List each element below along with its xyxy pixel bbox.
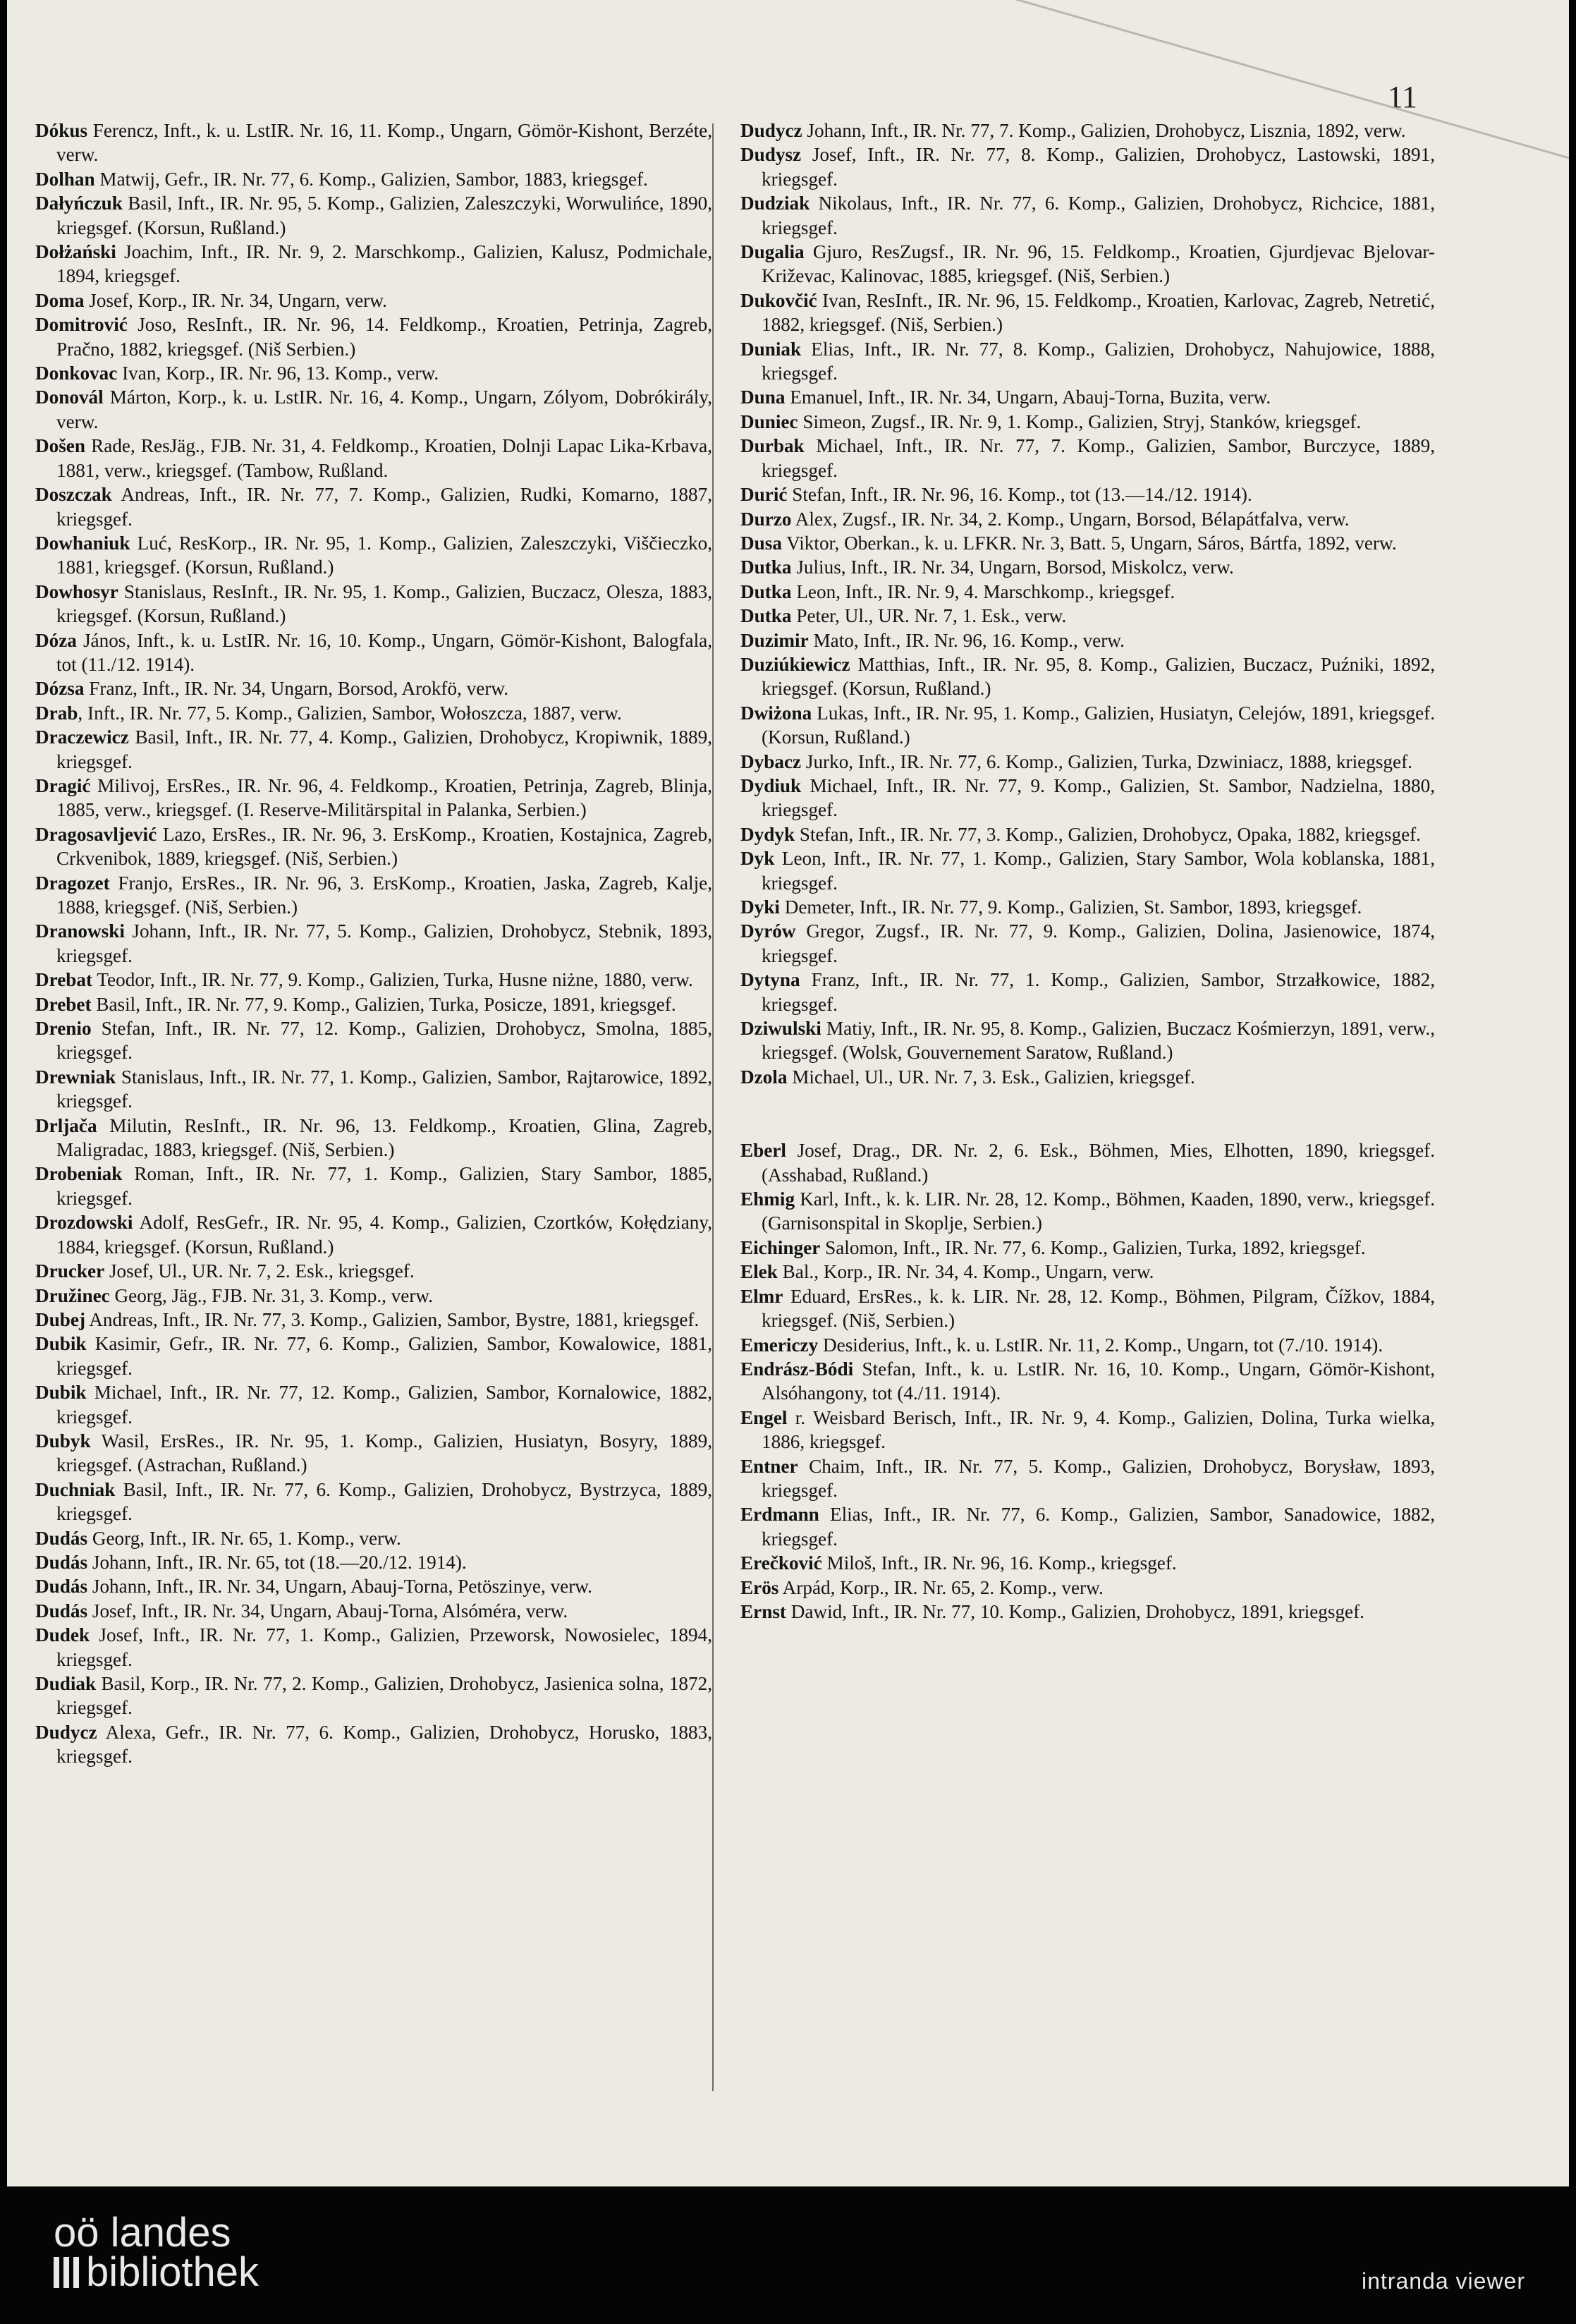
list-entry — [35, 1574, 712, 1598]
entry-details: Julius, Inft., IR. Nr. 34, Ungarn, Borsod, Miskolcz, verw. — [791, 556, 1234, 578]
entry-surname: Došen — [35, 435, 85, 457]
list-entry — [35, 1162, 712, 1210]
entry-surname: Dugalia — [740, 241, 805, 263]
list-entry — [740, 1502, 1435, 1551]
entry-surname: Dubyk — [35, 1430, 91, 1452]
entry-details: Josef, Korp., IR. Nr. 34, Ungarn, verw. — [84, 289, 387, 311]
entry-details: Desiderius, Inft., k. u. LstIR. Nr. 11, 2. Komp., Ungarn, tot (7./10. 1914). — [818, 1334, 1383, 1356]
entry-surname: Duna — [740, 387, 786, 408]
entry-details: Joachim, Inft., IR. Nr. 9, 2. Marschkomp., Galizien, Kalusz, Podmichale, 1894, kriegsgef. — [56, 241, 712, 287]
entry-surname: Drljača — [35, 1114, 97, 1136]
entry-surname: Dudás — [35, 1576, 88, 1598]
entry-surname: Eberl — [740, 1140, 786, 1162]
list-entry — [35, 385, 712, 434]
entry-details: Josef, Ul., UR. Nr. 7, 2. Esk., kriegsgef. — [104, 1260, 415, 1282]
entry-surname: Elmr — [740, 1285, 783, 1307]
entry-details: Matthias, Inft., IR. Nr. 95, 8. Komp., Galizien, Buczacz, Puźniki, 1892, kriegsgef. (Korsun, Rußland.) — [762, 653, 1435, 700]
list-entry — [740, 774, 1435, 822]
list-entry — [35, 1623, 712, 1672]
entry-surname: Domitrović — [35, 314, 128, 336]
entry-surname: Erdmann — [740, 1504, 819, 1526]
list-entry — [740, 1260, 1435, 1284]
entry-surname: Družinec — [35, 1284, 110, 1306]
page-number: 11 — [1387, 80, 1417, 114]
entry-surname: Entner — [740, 1455, 798, 1477]
entries-letter-d — [740, 118, 1435, 1089]
list-entry — [35, 167, 712, 191]
entry-surname: Erös — [740, 1576, 779, 1598]
entry-surname: Ehmig — [740, 1188, 795, 1210]
entry-details: Franz, Inft., IR. Nr. 34, Ungarn, Borsod, Arokfö, verw. — [84, 678, 509, 700]
entry-surname: Dudek — [35, 1624, 90, 1646]
entry-details: Ivan, Korp., IR. Nr. 96, 13. Komp., verw. — [117, 363, 439, 384]
entry-surname: Doma — [35, 289, 85, 311]
entry-details: Alex, Zugsf., IR. Nr. 34, 2. Komp., Ungarn, Borsod, Bélapátfalva, verw. — [791, 508, 1350, 530]
entry-surname: Dwiżona — [740, 702, 812, 724]
logo-line1: oö landes — [54, 2210, 231, 2256]
entry-surname: Eichinger — [740, 1236, 821, 1258]
entry-details: Basil, Korp., IR. Nr. 77, 2. Komp., Galizien, Drohobycz, Jasienica solna, 1872, kriegsgef. — [56, 1673, 712, 1719]
library-logo[interactable] — [54, 2210, 259, 2295]
list-entry — [740, 822, 1435, 846]
entry-details: Dawid, Inft., IR. Nr. 77, 10. Komp., Galizien, Drohobycz, 1891, kriegsgef. — [786, 1600, 1364, 1622]
entry-details: Franz, Inft., IR. Nr. 77, 1. Komp., Galizien, Sambor, Strzałkowice, 1882, kriegsgef. — [762, 969, 1435, 1015]
section-gap — [740, 1089, 1435, 1138]
entry-surname: Dutka — [740, 580, 792, 602]
entry-details: Johann, Inft., IR. Nr. 77, 7. Komp., Galizien, Drohobycz, Lisznia, 1892, verw. — [802, 120, 1406, 141]
list-entry — [740, 555, 1435, 579]
entry-surname: Dózsa — [35, 678, 85, 700]
entry-details: Leon, Inft., IR. Nr. 9, 4. Marschkomp., kriegsgef. — [791, 580, 1175, 602]
entry-surname: Dubej — [35, 1308, 85, 1330]
logo-bars-icon — [54, 2257, 79, 2288]
list-entry — [740, 191, 1435, 240]
right-column — [740, 118, 1435, 1624]
entry-details: Johann, Inft., IR. Nr. 34, Ungarn, Abauj-Torna, Petöszinye, verw. — [87, 1576, 592, 1598]
entry-surname: Dyk — [740, 848, 775, 870]
entry-details: Gregor, Zugsf., IR. Nr. 77, 9. Komp., Galizien, Dolina, Jasienowice, 1874, kriegsgef. — [762, 920, 1435, 966]
entry-details: Chaim, Inft., IR. Nr. 77, 5. Komp., Galizien, Drohobycz, Borysław, 1893, kriegsgef. — [762, 1455, 1435, 1501]
entry-surname: Dudiak — [35, 1673, 97, 1694]
list-entry — [35, 1599, 712, 1623]
list-entry — [35, 531, 712, 580]
list-entry — [740, 410, 1435, 434]
entry-surname: Dydiuk — [740, 774, 802, 796]
entry-surname: Dytyna — [740, 969, 800, 991]
entry-surname: Erečković — [740, 1552, 822, 1574]
column-divider — [712, 123, 714, 2091]
entry-surname: Elek — [740, 1261, 778, 1283]
entry-details: Matwij, Gefr., IR. Nr. 77, 6. Komp., Galizien, Sambor, 1883, kriegsgef. — [94, 168, 648, 190]
list-entry — [35, 191, 712, 240]
list-entry — [740, 580, 1435, 604]
entry-details: Basil, Inft., IR. Nr. 95, 5. Komp., Galizien, Zaleszczyki, Worwulińce, 1890, kriegsgef. (Korsun, Rußland.) — [56, 193, 712, 238]
entry-surname: Duchniak — [35, 1478, 116, 1500]
list-entry — [740, 628, 1435, 652]
entry-surname: Dowhosyr — [35, 580, 118, 602]
list-entry — [740, 968, 1435, 1016]
list-entry — [35, 1332, 712, 1380]
entry-surname: Dudás — [35, 1527, 88, 1549]
list-entry — [740, 507, 1435, 531]
entry-surname: Drebet — [35, 993, 92, 1015]
list-entry — [740, 118, 1435, 142]
list-entry — [35, 1478, 712, 1526]
entry-details: Peter, Ul., UR. Nr. 7, 1. Esk., verw. — [791, 605, 1067, 627]
entry-surname: Dutka — [740, 605, 792, 627]
entry-details: Andreas, Inft., IR. Nr. 77, 3. Komp., Galizien, Sambor, Bystre, 1881, kriegsgef. — [85, 1308, 700, 1330]
entry-details: Stanislaus, ResInft., IR. Nr. 95, 1. Komp., Galizien, Buczacz, Olesza, 1883, kriegsgef. (Korsun, Rußland.) — [56, 580, 712, 627]
entry-surname: Dyki — [740, 896, 780, 918]
list-entry — [740, 1187, 1435, 1236]
list-entry — [35, 676, 712, 700]
entry-details: Arpád, Korp., IR. Nr. 65, 2. Komp., verw. — [778, 1576, 1104, 1598]
entry-details: Salomon, Inft., IR. Nr. 77, 6. Komp., Galizien, Turka, 1892, kriegsgef. — [820, 1236, 1366, 1258]
entry-surname: Doszczak — [35, 484, 112, 506]
list-entry — [35, 1065, 712, 1114]
entry-details: Michael, Inft., IR. Nr. 77, 7. Komp., Galizien, Sambor, Burczyce, 1889, kriegsgef. — [762, 435, 1435, 481]
entry-surname: Dragozet — [35, 872, 110, 894]
entry-details: Viktor, Oberkan., k. u. LFKR. Nr. 3, Batt. 5, Ungarn, Sáros, Bártfa, 1892, verw. — [781, 532, 1397, 554]
entry-surname: Endrász-Bódi — [740, 1358, 854, 1380]
entry-details: Demeter, Inft., IR. Nr. 77, 9. Komp., Galizien, St. Sambor, 1893, kriegsgef. — [779, 896, 1362, 918]
entry-surname: Dyrów — [740, 920, 796, 942]
list-entry — [740, 240, 1435, 288]
list-entry — [35, 482, 712, 531]
list-entry — [35, 1550, 712, 1574]
left-column — [35, 118, 712, 1769]
list-entry — [35, 774, 712, 822]
entry-details: Rade, ResJäg., FJB. Nr. 31, 4. Feldkomp., Kroatien, Dolnji Lapac Lika-Krbava, 1881, verw., kriegsgef. (Tambow, Rußland. — [56, 435, 712, 481]
entry-details: Michael, Inft., IR. Nr. 77, 12. Komp., Galizien, Sambor, Kornalowice, 1882, kriegsgef. — [56, 1382, 712, 1428]
list-entry — [35, 1526, 712, 1550]
list-entry — [35, 312, 712, 361]
list-entry — [35, 1672, 712, 1720]
entry-details: Andreas, Inft., IR. Nr. 77, 7. Komp., Galizien, Rudki, Komarno, 1887, kriegsgef. — [56, 484, 712, 530]
entry-details: Stefan, Inft., IR. Nr. 96, 16. Komp., tot (13.—14./12. 1914). — [787, 484, 1252, 506]
entry-surname: Dragosavljević — [35, 823, 157, 845]
entry-details: Johann, Inft., IR. Nr. 77, 5. Komp., Galizien, Drohobycz, Stebnik, 1893, kriegsgef. — [56, 920, 712, 966]
list-entry — [740, 385, 1435, 409]
list-entry — [35, 1114, 712, 1162]
viewer-brand[interactable]: intranda viewer — [1362, 2268, 1525, 2294]
list-entry — [740, 434, 1435, 482]
entry-details: Eduard, ErsRes., k. k. LIR. Nr. 28, 12. Komp., Böhmen, Pilgram, Čížkov, 1884, kriegsgef. (Niš, Serbien.) — [762, 1285, 1435, 1332]
entry-surname: Dudziak — [740, 193, 810, 214]
entries-letter-e — [740, 1138, 1435, 1624]
list-entry — [35, 992, 712, 1016]
entry-surname: Durić — [740, 484, 788, 506]
list-entry — [740, 1357, 1435, 1406]
entry-details: Emanuel, Inft., IR. Nr. 34, Ungarn, Abauj-Torna, Buzita, verw. — [785, 387, 1271, 408]
entry-surname: Drewniak — [35, 1066, 116, 1088]
list-entry — [35, 968, 712, 992]
entry-details: Stefan, Inft., IR. Nr. 77, 12. Komp., Galizien, Drohobycz, Smolna, 1885, kriegsgef. — [56, 1018, 712, 1064]
entry-surname: Dranowski — [35, 920, 125, 942]
entry-details: Mato, Inft., IR. Nr. 96, 16. Komp., verw. — [808, 629, 1125, 651]
list-entry — [740, 482, 1435, 506]
entry-details: Wasil, ErsRes., IR. Nr. 95, 1. Komp., Galizien, Husiatyn, Bosyry, 1889, kriegsgef. (Astrachan, Rußland.) — [56, 1430, 712, 1476]
entry-details: Leon, Inft., IR. Nr. 77, 1. Komp., Galizien, Stary Sambor, Wola koblanska, 1881, kriegsgef. — [762, 848, 1435, 894]
entry-surname: Dzola — [740, 1066, 788, 1088]
entry-surname: Emericzy — [740, 1334, 819, 1356]
list-entry — [740, 337, 1435, 386]
entry-details: Roman, Inft., IR. Nr. 77, 1. Komp., Galizien, Stary Sambor, 1885, kriegsgef. — [56, 1163, 712, 1209]
entry-surname: Duziúkiewicz — [740, 653, 850, 675]
entry-details: Elias, Inft., IR. Nr. 77, 6. Komp., Galizien, Sambor, Sanadowice, 1882, kriegsgef. — [762, 1504, 1435, 1550]
entry-details: Ferencz, Inft., k. u. LstIR. Nr. 16, 11. Komp., Ungarn, Gömör-Kishont, Berzéte, verw. — [56, 120, 712, 166]
list-entry — [740, 895, 1435, 919]
entry-details: Kasimir, Gefr., IR. Nr. 77, 6. Komp., Galizien, Sambor, Kowalowice, 1881, kriegsgef. — [56, 1333, 712, 1379]
entry-details: Jurko, Inft., IR. Nr. 77, 6. Komp., Galizien, Turka, Dzwiniacz, 1888, kriegsgef. — [801, 750, 1412, 772]
entry-details: Josef, Inft., IR. Nr. 34, Ungarn, Abauj-Torna, Alsóméra, verw. — [87, 1600, 568, 1622]
entry-surname: Dudycz — [740, 120, 802, 141]
entry-surname: Donkovac — [35, 363, 118, 384]
list-entry — [740, 604, 1435, 628]
entry-surname: Dubik — [35, 1382, 87, 1404]
entry-surname: Dziwulski — [740, 1018, 821, 1040]
entry-surname: Duniak — [740, 338, 802, 360]
entry-details: Michael, Ul., UR. Nr. 7, 3. Esk., Galizien, kriegsgef. — [787, 1066, 1195, 1088]
entry-details: Lukas, Inft., IR. Nr. 95, 1. Komp., Galizien, Husiatyn, Celejów, 1891, kriegsgef. (Korsun, Rußland.) — [762, 702, 1435, 748]
list-entry — [35, 1016, 712, 1065]
list-entry — [740, 1236, 1435, 1260]
list-entry — [35, 822, 712, 871]
entry-details: Simeon, Zugsf., IR. Nr. 9, 1. Komp., Galizien, Stryj, Stanków, kriegsgef. — [798, 410, 1362, 432]
entry-surname: Dudás — [35, 1600, 88, 1622]
entry-surname: Dołżański — [35, 241, 116, 263]
logo-line2: bibliothek — [86, 2249, 259, 2295]
entry-surname: Engel — [740, 1406, 788, 1428]
list-entry — [740, 1016, 1435, 1065]
list-entry — [740, 1551, 1435, 1575]
list-entry — [740, 1454, 1435, 1503]
entry-surname: Draczewicz — [35, 726, 129, 748]
list-entry — [35, 701, 712, 725]
entry-details: Karl, Inft., k. k. LIR. Nr. 28, 12. Komp., Böhmen, Kaaden, 1890, verw., kriegsgef. (Garnisonspital in Skoplje, Serbien.) — [762, 1188, 1435, 1234]
entry-details: Basil, Inft., IR. Nr. 77, 4. Komp., Galizien, Drohobycz, Kropiwnik, 1889, kriegsgef. — [56, 726, 712, 772]
list-entry — [35, 1720, 712, 1769]
list-entry — [740, 288, 1435, 337]
entry-details: Joso, ResInft., IR. Nr. 96, 14. Feldkomp., Kroatien, Petrinja, Zagreb, Pračno, 1882, kriegsgef. (Niš Serbien.) — [56, 314, 712, 360]
list-entry — [35, 118, 712, 167]
list-entry — [740, 750, 1435, 774]
entry-surname: Drebat — [35, 969, 93, 991]
list-entry — [740, 1138, 1435, 1187]
entry-surname: Dragić — [35, 774, 91, 796]
list-entry — [740, 1406, 1435, 1454]
entry-details: Lazo, ErsRes., IR. Nr. 96, 3. ErsKomp., Kroatien, Kostajnica, Zagreb, Crkvenibok, 1889, kriegsgef. (Niš, Serbien.) — [56, 823, 712, 870]
list-entry — [740, 142, 1435, 191]
scanned-page — [7, 0, 1569, 2186]
entry-details: Michael, Inft., IR. Nr. 77, 9. Komp., Galizien, St. Sambor, Nadzielna, 1880, kriegsgef. — [762, 774, 1435, 821]
list-entry — [35, 361, 712, 385]
list-entry — [35, 1308, 712, 1332]
entry-details: Josef, Inft., IR. Nr. 77, 1. Komp., Galizien, Przeworsk, Nowosielec, 1894, kriegsgef. — [56, 1624, 712, 1670]
list-entry — [35, 919, 712, 968]
entry-details: Matiy, Inft., IR. Nr. 95, 8. Komp., Galizien, Buczacz Kośmierzyn, 1891, verw., kriegsgef. (Wolsk, Gouvernement Saratow, Rußland.) — [762, 1018, 1435, 1064]
list-entry — [35, 1380, 712, 1429]
entry-details: Ivan, ResInft., IR. Nr. 96, 15. Feldkomp., Kroatien, Karlovac, Zagreb, Netretić, 1882, kriegsgef. (Niš, Serbien.) — [762, 289, 1435, 336]
entry-details: Franjo, ErsRes., IR. Nr. 96, 3. ErsKomp., Kroatien, Jaska, Zagreb, Kalje, 1888, kriegsgef. (Niš, Serbien.) — [56, 872, 712, 918]
entry-surname: Drucker — [35, 1260, 105, 1282]
list-entry — [35, 288, 712, 312]
entry-surname: Dybacz — [740, 750, 802, 772]
list-entry — [35, 871, 712, 920]
list-entry — [35, 434, 712, 482]
entry-details: r. Weisbard Berisch, Inft., IR. Nr. 9, 4. Komp., Galizien, Dolina, Turka wielka, 1886, kriegsgef. — [762, 1406, 1435, 1453]
entry-surname: Dubik — [35, 1333, 87, 1355]
entry-surname: Dydyk — [740, 823, 795, 845]
list-entry — [35, 1284, 712, 1308]
entry-details: Elias, Inft., IR. Nr. 77, 8. Komp., Galizien, Drohobycz, Nahujowice, 1888, kriegsgef. — [762, 338, 1435, 384]
entry-details: Basil, Inft., IR. Nr. 77, 6. Komp., Galizien, Drohobycz, Bystrzyca, 1889, kriegsgef. — [56, 1478, 712, 1525]
list-entry — [35, 1210, 712, 1259]
entry-details: Johann, Inft., IR. Nr. 65, tot (18.—20./12. 1914). — [87, 1551, 467, 1573]
list-entry — [35, 240, 712, 288]
list-entry — [740, 1333, 1435, 1357]
entry-details: Bal., Korp., IR. Nr. 34, 4. Komp., Ungarn, verw. — [777, 1261, 1154, 1283]
list-entry — [740, 1284, 1435, 1333]
entry-details: Adolf, ResGefr., IR. Nr. 95, 4. Komp., Galizien, Czortków, Kołędziany, 1884, kriegsgef. (Korsun, Rußland.) — [56, 1212, 712, 1258]
entry-details: Stefan, Inft., k. u. LstIR. Nr. 16, 10. Komp., Ungarn, Gömör-Kishont, Alsóhangony, tot (4./11. 1914). — [762, 1358, 1435, 1404]
list-entry — [740, 919, 1435, 968]
entry-details: Miloš, Inft., IR. Nr. 96, 16. Komp., kriegsgef. — [821, 1552, 1177, 1574]
entry-details: , Inft., IR. Nr. 77, 5. Komp., Galizien, Sambor, Wołoszcza, 1887, verw. — [78, 702, 622, 724]
list-entry — [35, 1259, 712, 1283]
entry-details: Milutin, ResInft., IR. Nr. 96, 13. Feldkomp., Kroatien, Glina, Zagreb, Maligradac, 1883, kriegsgef. (Niš, Serbien.) — [56, 1114, 712, 1161]
entry-details: Alexa, Gefr., IR. Nr. 77, 6. Komp., Galizien, Drohobycz, Horusko, 1883, kriegsgef. — [56, 1721, 712, 1768]
entry-surname: Dowhaniuk — [35, 532, 130, 554]
list-entry — [740, 1065, 1435, 1089]
entry-surname: Dusa — [740, 532, 782, 554]
entry-details: Nikolaus, Inft., IR. Nr. 77, 6. Komp., Galizien, Drohobycz, Richcice, 1881, kriegsgef. — [762, 193, 1435, 238]
entry-details: Stanislaus, Inft., IR. Nr. 77, 1. Komp., Galizien, Sambor, Rajtarowice, 1892, kriegsgef. — [56, 1066, 712, 1112]
entry-surname: Durbak — [740, 435, 805, 457]
entry-surname: Drenio — [35, 1018, 92, 1040]
entry-surname: Duzimir — [740, 629, 809, 651]
entry-surname: Duniec — [740, 410, 798, 432]
entry-surname: Ernst — [740, 1600, 786, 1622]
entry-details: Luć, ResKorp., IR. Nr. 95, 1. Komp., Galizien, Zaleszczyki, Viščieczko, 1881, kriegsgef. (Korsun, Rußland.) — [56, 532, 712, 578]
list-entry — [740, 652, 1435, 701]
entry-details: Georg, Inft., IR. Nr. 65, 1. Komp., verw. — [87, 1527, 401, 1549]
entry-surname: Dudycz — [35, 1721, 97, 1743]
list-entry — [740, 1576, 1435, 1600]
entry-surname: Dókus — [35, 120, 88, 141]
entry-details: János, Inft., k. u. LstIR. Nr. 16, 10. Komp., Ungarn, Gömör-Kishont, Balogfala, tot (11./12. 1914). — [56, 629, 712, 675]
list-entry — [35, 725, 712, 774]
entry-surname: Drab — [35, 702, 78, 724]
list-entry — [35, 628, 712, 677]
entry-surname: Donovál — [35, 387, 104, 408]
entry-surname: Drobeniak — [35, 1163, 123, 1185]
entry-surname: Dukovčić — [740, 289, 817, 311]
list-entry — [740, 1600, 1435, 1624]
entry-surname: Dudysz — [740, 144, 802, 166]
entry-details: Georg, Jäg., FJB. Nr. 31, 3. Komp., verw. — [109, 1284, 434, 1306]
entry-surname: Durzo — [740, 508, 792, 530]
entry-surname: Drozdowski — [35, 1212, 133, 1234]
entry-details: Josef, Inft., IR. Nr. 77, 8. Komp., Galizien, Drohobycz, Lastowski, 1891, kriegsgef. — [762, 144, 1435, 190]
entry-details: Josef, Drag., DR. Nr. 2, 6. Esk., Böhmen, Mies, Elhotten, 1890, kriegsgef. (Asshabad, Rußland.) — [762, 1140, 1435, 1186]
list-entry — [35, 580, 712, 628]
entry-details: Milivoj, ErsRes., IR. Nr. 96, 4. Feldkomp., Kroatien, Petrinja, Zagreb, Blinja, 1885, verw., kriegsgef. (I. Reserve-Militärspital in Palanka, Serbien.) — [56, 774, 712, 821]
entry-surname: Dóza — [35, 629, 77, 651]
entry-details: Teodor, Inft., IR. Nr. 77, 9. Komp., Galizien, Turka, Husne niżne, 1880, verw. — [92, 969, 693, 991]
entry-surname: Dudás — [35, 1551, 88, 1573]
list-entry — [740, 846, 1435, 895]
list-entry — [740, 701, 1435, 750]
entry-surname: Dolhan — [35, 168, 95, 190]
entry-details: Gjuro, ResZugsf., IR. Nr. 96, 15. Feldkomp., Kroatien, Gjurdjevac Bjelovar-Križevac, Kalinovac, 1885, kriegsgef. (Niš, Serbien.) — [762, 241, 1435, 287]
entry-surname: Dałyńczuk — [35, 193, 123, 214]
entry-details: Stefan, Inft., IR. Nr. 77, 3. Komp., Galizien, Drohobycz, Opaka, 1882, kriegsgef. — [795, 823, 1421, 845]
entry-details: Basil, Inft., IR. Nr. 77, 9. Komp., Galizien, Turka, Posicze, 1891, kriegsgef. — [91, 993, 676, 1015]
entry-surname: Dutka — [740, 556, 792, 578]
list-entry — [35, 1429, 712, 1478]
list-entry — [740, 531, 1435, 555]
entry-details: Márton, Korp., k. u. LstIR. Nr. 16, 4. Komp., Ungarn, Zólyom, Dobrókirály, verw. — [56, 387, 712, 432]
